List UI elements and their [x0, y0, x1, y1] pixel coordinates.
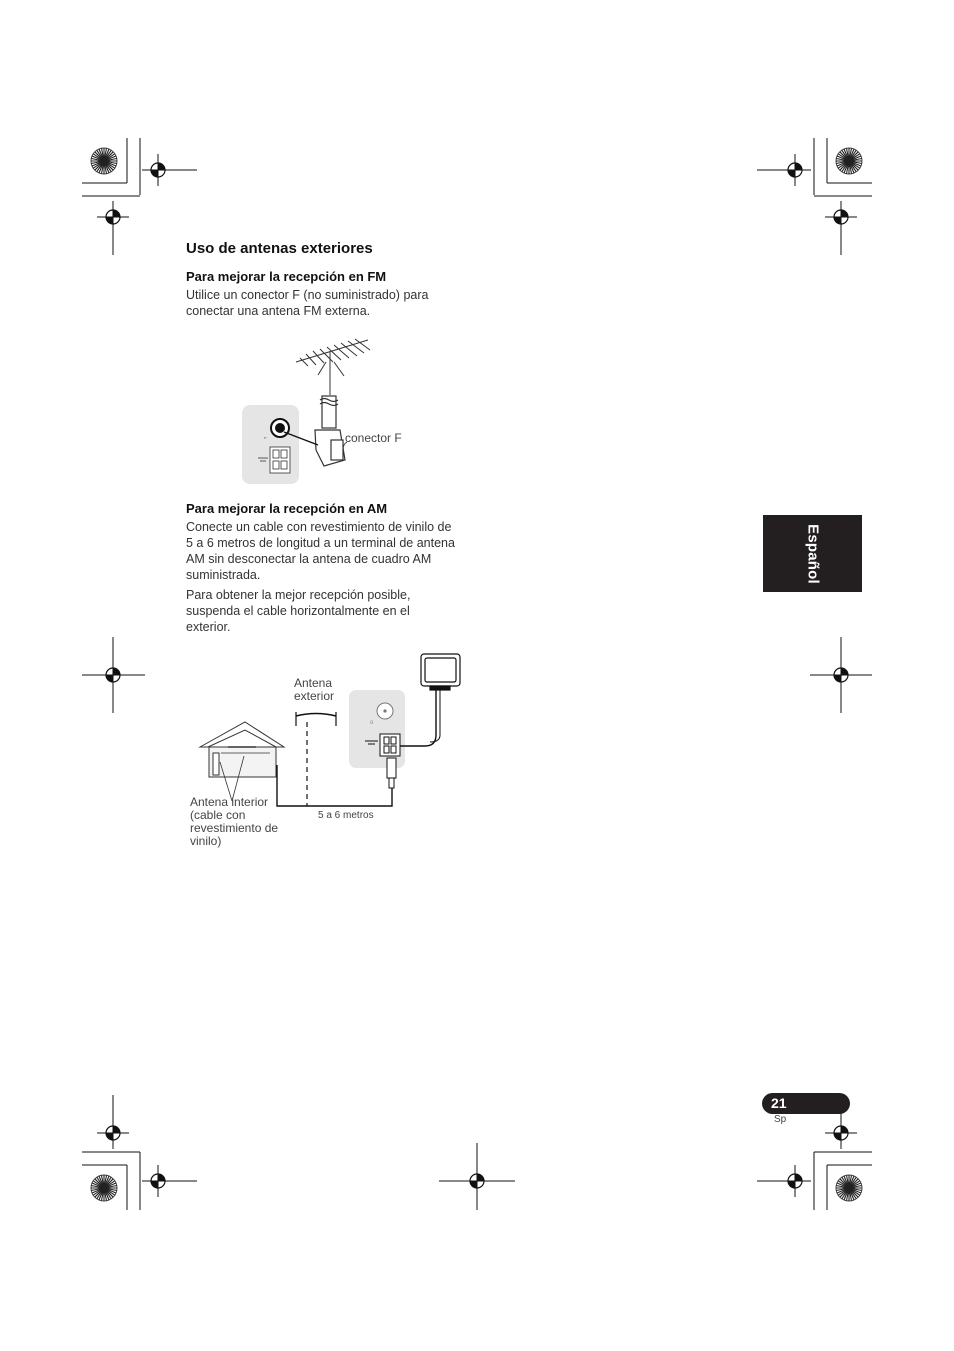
language-code: Sp — [774, 1114, 787, 1125]
fm-heading: Para mejorar la recepción en FM — [186, 269, 387, 284]
f-connector-label: conector F — [345, 431, 402, 445]
am-heading: Para mejorar la recepción en AM — [186, 501, 388, 516]
outdoor-antenna-label: Antena exterior — [294, 676, 335, 703]
am-body-2: Para obtener la mejor recepción posible, suspenda el cable horizontalmente en el exterior. — [186, 588, 411, 634]
section-title: Uso de antenas exteriores — [186, 240, 373, 257]
fm-body: Utilice un conector F (no suministrado) para conectar una antena FM externa. — [186, 288, 429, 318]
svg-text:o: o — [370, 720, 374, 726]
language-tab-label: Español — [804, 523, 821, 584]
language-side-tab — [763, 515, 862, 592]
cable-length-label: 5 a 6 metros — [318, 810, 374, 821]
svg-text:": " — [264, 437, 267, 444]
page-number: 21 — [771, 1095, 787, 1111]
indoor-antenna-label: Antena interior (cable con revestimiento de vinilo) — [190, 795, 279, 848]
page-number-badge — [762, 1093, 850, 1114]
am-body-1: Conecte un cable con revestimiento de vinilo de 5 a 6 metros de longitud a un terminal de antena AM sin desconectar la antena de cuadro AM suministrada. — [186, 520, 455, 582]
